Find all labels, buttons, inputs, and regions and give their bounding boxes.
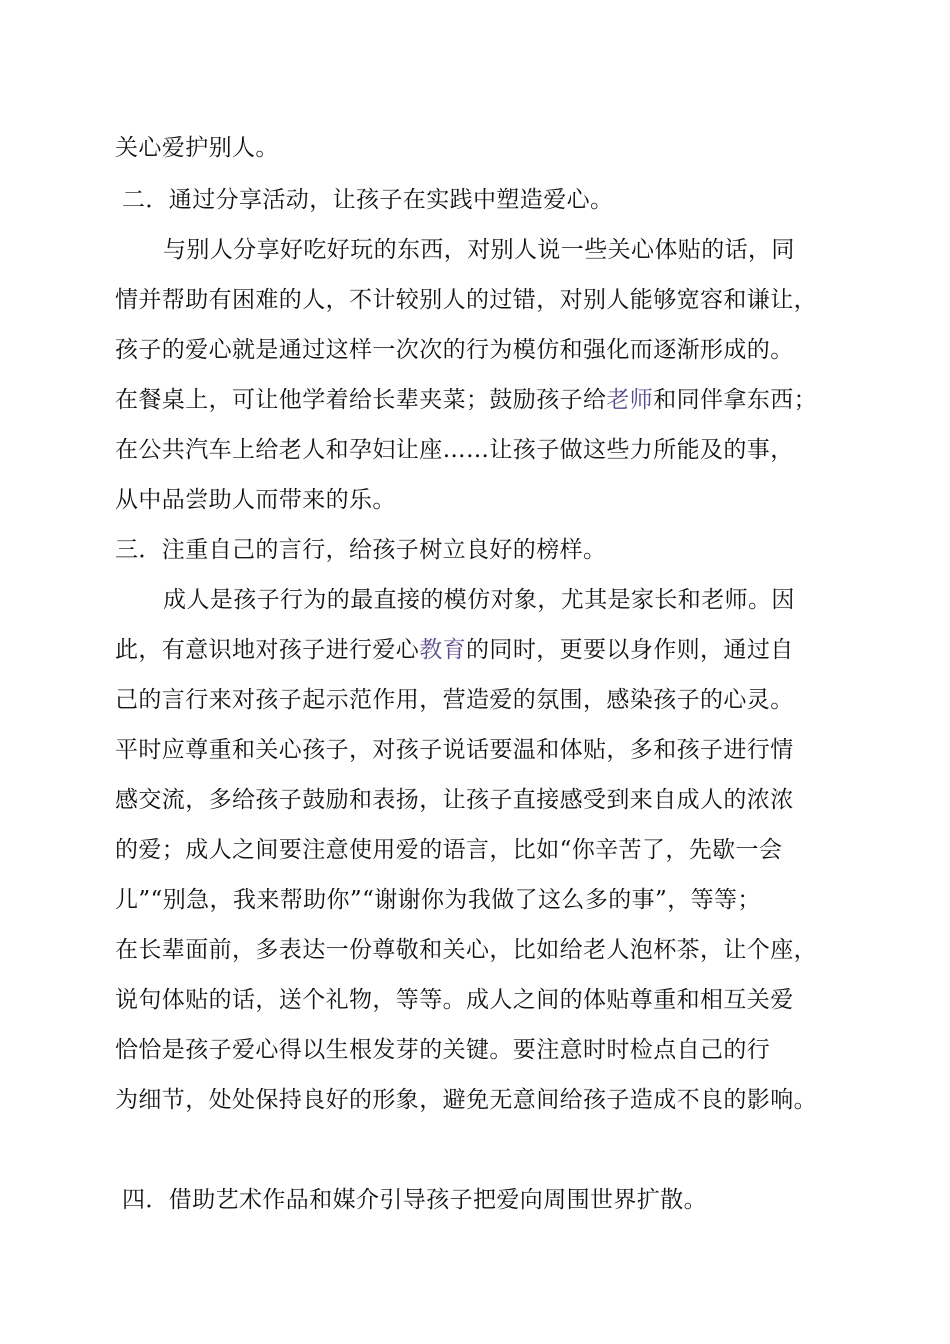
paragraph-line <box>115 384 845 416</box>
paragraph-line: 关心爱护别人。 <box>115 135 279 161</box>
paragraph-line: 情并帮助有困难的人，不计较别人的过错，对别人能够宽容和谦让， <box>115 287 817 313</box>
paragraph-line: 的爱；成人之间要注意使用爱的语言，比如“你辛苦了，先歇一会 <box>115 837 783 863</box>
section-heading-2: 二．通过分享活动，让孩子在实践中塑造爱心。 <box>122 187 614 213</box>
paragraph-line: 为细节，处处保持良好的形象，避免无意间给孩子造成不良的影响。 <box>115 1087 817 1113</box>
line-text: 的同时，更要以身作则，通过自 <box>466 637 794 663</box>
line-text: 此，有意识地对孩子进行爱心 <box>115 637 420 663</box>
paragraph-line: 从中品尝助人而带来的乐。 <box>115 487 396 513</box>
paragraph-line: 己的言行来对孩子起示范作用，营造爱的氛围，感染孩子的心灵。 <box>115 687 794 713</box>
paragraph-line: 儿”“别急，我来帮助你”“谢谢你为我做了这么多的事”，等等； <box>115 887 761 913</box>
paragraph-line: 成人是孩子行为的最直接的模仿对象，尤其是家长和老师。因 <box>163 587 795 613</box>
paragraph-line: 在公共汽车上给老人和孕妇让座……让孩子做这些力所能及的事， <box>115 437 794 463</box>
paragraph-line: 平时应尊重和关心孩子，对孩子说话要温和体贴，多和孩子进行情 <box>115 737 794 763</box>
paragraph-line: 孩子的爱心就是通过这样一次次的行为模仿和强化而逐渐形成的。 <box>115 337 794 363</box>
paragraph-line: 恰恰是孩子爱心得以生根发芽的关键。要注意时时检点自己的行 <box>115 1037 771 1063</box>
line-text: 在餐桌上，可让他学着给长辈夹菜；鼓励孩子给 <box>115 387 607 413</box>
paragraph-line: 感交流，多给孩子鼓励和表扬，让孩子直接感受到来自成人的浓浓 <box>115 787 794 813</box>
paragraph-line: 在长辈面前，多表达一份尊敬和关心，比如给老人泡杯茶，让个座， <box>115 937 817 963</box>
section-heading-4: 四．借助艺术作品和媒介引导孩子把爱向周围世界扩散。 <box>122 1187 707 1213</box>
education-link[interactable]: 教育 <box>419 637 467 663</box>
paragraph-line: 说句体贴的话，送个礼物，等等。成人之间的体贴尊重和相互关爱 <box>115 987 794 1013</box>
section-heading-3: 三．注重自己的言行，给孩子树立良好的榜样。 <box>115 537 607 563</box>
paragraph-line <box>115 634 845 666</box>
paragraph-line: 与别人分享好吃好玩的东西，对别人说一些关心体贴的话，同 <box>163 237 795 263</box>
line-text: 和同伴拿东西； <box>653 387 818 413</box>
teacher-link[interactable]: 老师 <box>606 387 654 413</box>
